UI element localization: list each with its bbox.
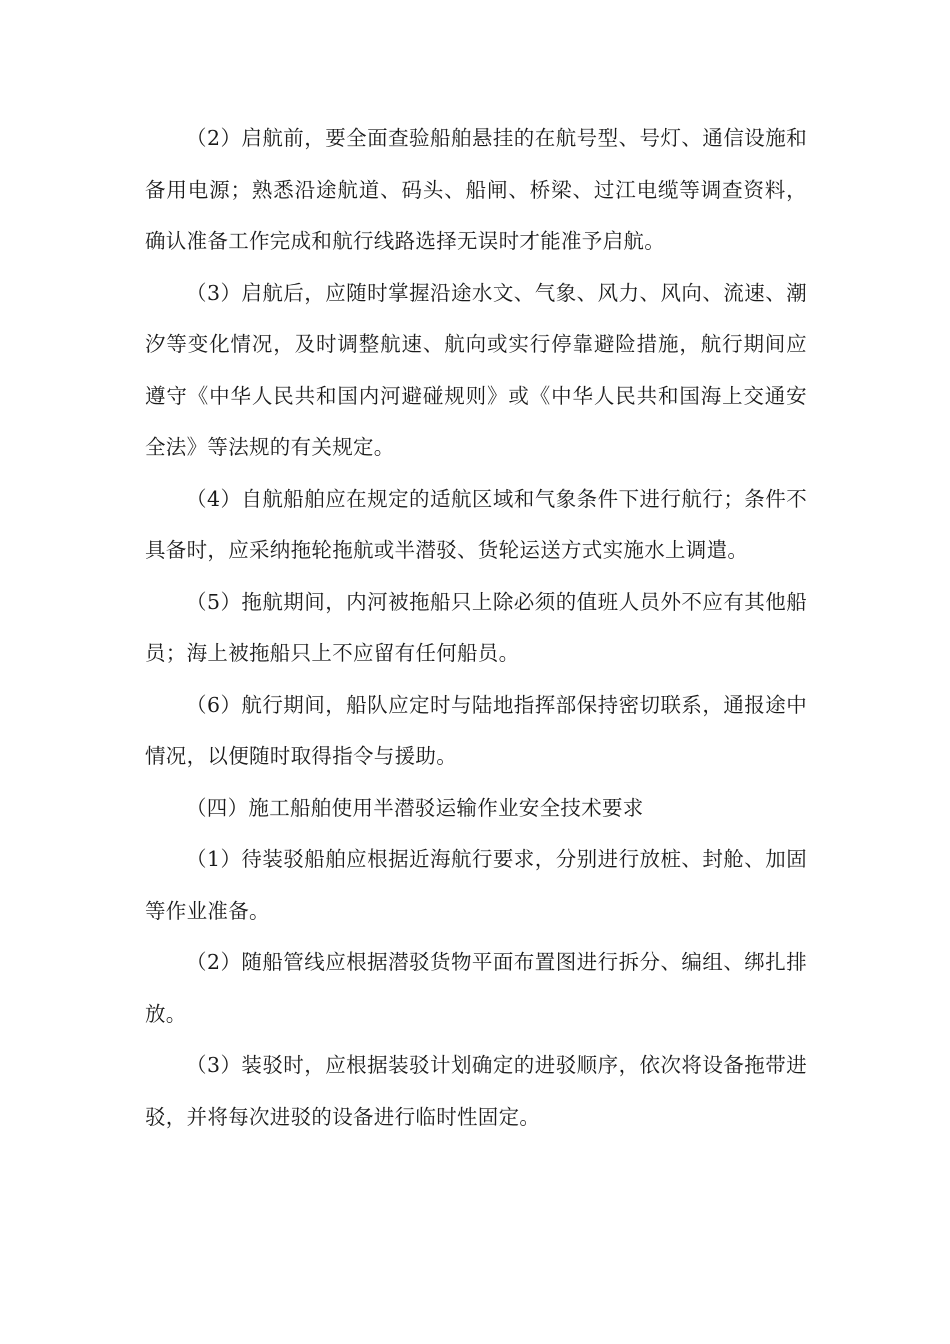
paragraph-fleet-contact: （6）航行期间，船队应定时与陆地指挥部保持密切联系，通报途中情况，以便随时取得指令与援助。 <box>145 692 807 768</box>
paragraph-after-launch: （3）启航后，应随时掌握沿途水文、气象、风力、风向、流速、潮汐等变化情况，及时调整航速、航向或实行停靠避险措施，航行期间应遵守《中华人民共和国内河避碰规则》或《中华人民共和国海上交通安全法》等法规的有关规定。 <box>145 280 807 459</box>
paragraph-loading-order: （3）装驳时，应根据装驳计划确定的进驳顺序，依次将设备拖带进驳，并将每次进驳的设备进行临时性固定。 <box>145 1053 807 1129</box>
paragraph-loading-prep: （1）待装驳船舶应根据近海航行要求，分别进行放桩、封舱、加固等作业准备。 <box>145 847 807 923</box>
document-body <box>145 113 807 1143</box>
paragraph-towing-crew: （5）拖航期间，内河被拖船只上除必须的值班人员外不应有其他船员；海上被拖船只上不应留有任何船员。 <box>145 589 807 665</box>
paragraph-pipeline-split: （2）随船管线应根据潜驳货物平面布置图进行拆分、编组、绑扎排放。 <box>145 950 807 1026</box>
paragraph-prelaunch-inspection: （2）启航前，要全面查验船舶悬挂的在航号型、号灯、通信设施和备用电源；熟悉沿途航道、码头、船闸、桥梁、过江电缆等调查资料，确认准备工作完成和航行线路选择无误时才能准予启航。 <box>145 126 807 253</box>
section-heading-semi-submersible: （四）施工船舶使用半潜驳运输作业安全技术要求 <box>186 795 644 820</box>
paragraph-self-propelled: （4）自航船舶应在规定的适航区域和气象条件下进行航行；条件不具备时，应采纳拖轮拖航或半潜驳、货轮运送方式实施水上调遣。 <box>145 486 807 562</box>
